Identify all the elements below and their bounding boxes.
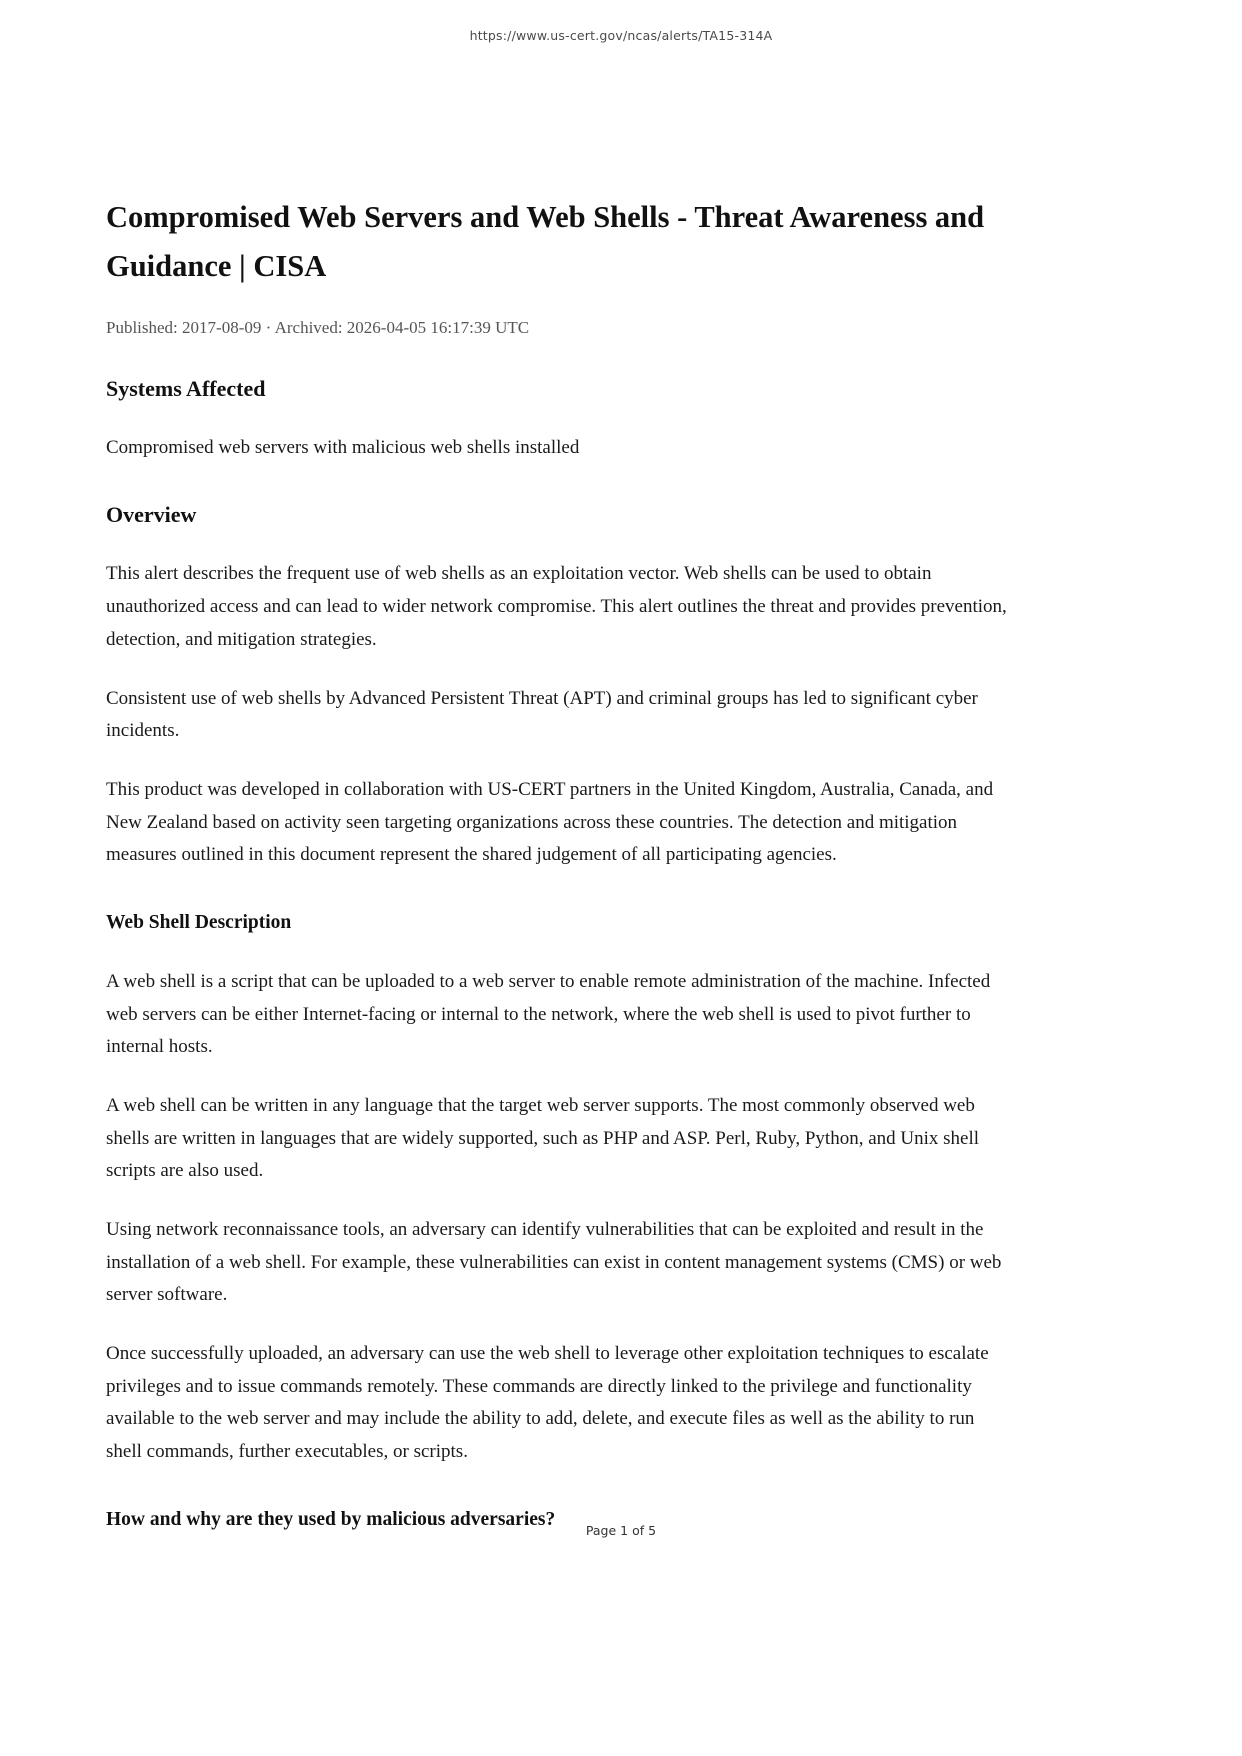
page-title: Compromised Web Servers and Web Shells - Threat Awareness and Guidance | CISA [106,200,985,284]
web-shell-description-paragraph-4: Once successfully uploaded, an adversary can use the web shell to leverage other exploitation techniques to escalate privileges and to issue commands remotely. These commands are directly linked to the privilege and functionality available to the web server and may include the ability to add, delete, and execute files as well as the ability to run shell commands, further executables, or scripts. [106,1342,989,1462]
section-heading-systems-affected: Systems Affected [106,375,266,401]
web-shell-description-paragraph-2: A web shell can be written in any language that the target web server supports. The most commonly observed web shells are written in languages that are widely supported, such as PHP and ASP. Perl, Ruby, Python, and Unix shell scripts are also used. [106,1094,980,1182]
overview-paragraph-2: Consistent use of web shells by Advanced Persistent Threat (APT) and criminal groups has led to significant cyber incidents. [106,687,978,742]
web-shell-description-paragraph-1: A web shell is a script that can be uploaded to a web server to enable remote administration of the machine. Infected web servers can be either Internet-facing or internal to the network, where the web shell is used to pivot further to internal hosts. [106,970,991,1058]
section-heading-overview: Overview [106,502,197,528]
published-archived-meta: Published: 2017-08-09 · Archived: 2026-04-05 16:17:39 UTC [106,317,530,337]
subheading-how-and-why-used: How and why are they used by malicious adversaries? [106,1508,556,1530]
document-body [106,193,1011,1563]
overview-paragraph-1: This alert describes the frequent use of web shells as an exploitation vector. Web shells can be used to obtain unauthorized access and can lead to wider network compromise. This alert outlines the threat and provides prevention, detection, and mitigation strategies. [106,563,1007,650]
web-shell-description-paragraph-3: Using network reconnaissance tools, an adversary can identify vulnerabilities that can be exploited and result in the installation of a web shell. For example, these vulnerabilities can exist in content management systems (CMS) or web server software. [106,1218,1002,1306]
source-url: https://www.us-cert.gov/ncas/alerts/TA15-314A [469,28,773,43]
systems-affected-paragraph: Compromised web servers with malicious web shells installed [106,436,580,458]
subheading-web-shell-description: Web Shell Description [106,911,292,933]
page-number: Page 1 of 5 [585,1523,657,1538]
overview-paragraph-3: This product was developed in collaboration with US-CERT partners in the United Kingdom, Australia, Canada, and New Zealand based on activity seen targeting organizations across these countries. The detection and mitigation measures outlined in this document represent the shared judgement of all participating agencies. [106,778,994,866]
